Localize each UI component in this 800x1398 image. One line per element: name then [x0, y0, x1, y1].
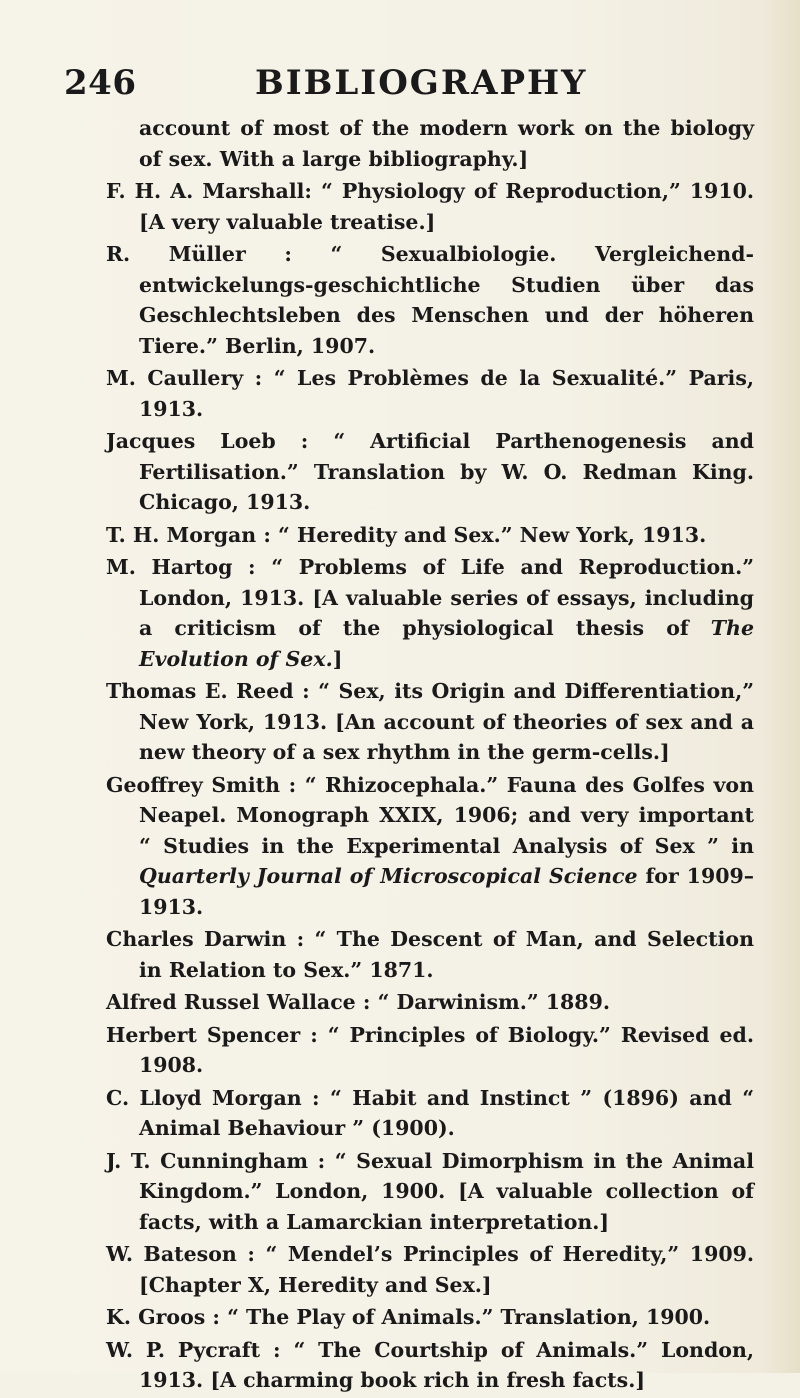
bibliography-entry-reed: Thomas E. Reed : “ Sex, its Origin and Differentiation,” New York, 1913. [An account of theories of sex and a new theory of a sex rhythm in the germ-cells.] — [106, 679, 754, 764]
entry-italic-title: Quarterly Journal of Microscopical Science — [139, 864, 638, 888]
bibliography-entry-darwin: Charles Darwin : “ The Descent of Man, and Selection in Relation to Sex.” 1871. — [106, 927, 754, 982]
bibliography-entry-cunningham: J. T. Cunningham : “ Sexual Dimorphism in the Animal Kingdom.” London, 1900. [A valuable collection of facts, with a Lamarckian interpretation.] — [106, 1148, 754, 1234]
page-number: 246 — [64, 63, 137, 103]
bibliography-entry-hartog — [106, 552, 754, 674]
entry-text: for 1909–1913. — [139, 864, 754, 919]
bibliography-entry-pycraft: W. P. Pycraft : “ The Courtship of Animals.” London, 1913. [A charming book rich in fresh facts.] — [106, 1337, 754, 1392]
page-header — [0, 58, 800, 108]
bibliography-entry-wallace: Alfred Russel Wallace : “ Darwinism.” 1889. — [106, 990, 610, 1014]
bibliography-entry-lloyd-morgan: C. Lloyd Morgan : “ Habit and Instinct ” (1896) and “ Animal Behaviour ” (1900). — [106, 1085, 754, 1140]
bibliography-entry-caullery: M. Caullery : “ Les Problèmes de la Sexualité.” Paris, 1913. — [106, 366, 754, 421]
running-head: BIBLIOGRAPHY — [255, 63, 588, 103]
bibliography-entry-loeb: Jacques Loeb : “ Artificial Parthenogenesis and Fertilisation.” Translation by W. O. Redman King. Chicago, 1913. — [106, 429, 754, 514]
bibliography-entry-spencer: Herbert Spencer : “ Principles of Biology.” Revised ed. 1908. — [106, 1022, 754, 1077]
bibliography-entry-morgan: T. H. Morgan : “ Heredity and Sex.” New York, 1913. — [106, 522, 707, 547]
bibliography-entry-marshall: F. H. A. Marshall: “ Physiology of Reproduction,” 1910. [A very valuable treatise.] — [106, 179, 754, 234]
bibliography-entry-smith — [106, 770, 754, 923]
bibliography-entry-muller: R. Müller : “ Sexualbiologie. Vergleichend-entwickelungs-geschichtliche Studien über das Geschlechtsleben des Menschen und der höheren Tiere.” Berlin, 1907. — [106, 242, 754, 358]
bibliography-entry-groos: K. Groos : “ The Play of Animals.” Translation, 1900. — [106, 1305, 711, 1329]
bibliography-entry-bateson: W. Bateson : “ Mendel’s Principles of Heredity,” 1909. [Chapter X, Heredity and Sex.] — [106, 1242, 754, 1297]
entry-text: ] — [332, 646, 343, 671]
entry-italic-title: The Evolution of Sex. — [139, 616, 754, 671]
entry-text: Geoffrey Smith : “ Rhizocephala.” Fauna des Golfes von Neapel. Monograph XXIX, 1906; and very important “ Studies in the Experimental Analysis of Sex ” in — [106, 772, 754, 858]
entry-text: M. Hartog : “ Problems of Life and Reproduction.” London, 1913. [A valuable series of essays, including a criticism of the physiological thesis of — [106, 555, 754, 640]
bibliography-entry-continued: account of most of the modern work on the biology of sex. With a large bibliography.] — [139, 116, 754, 171]
bibliography-list — [106, 113, 754, 1398]
